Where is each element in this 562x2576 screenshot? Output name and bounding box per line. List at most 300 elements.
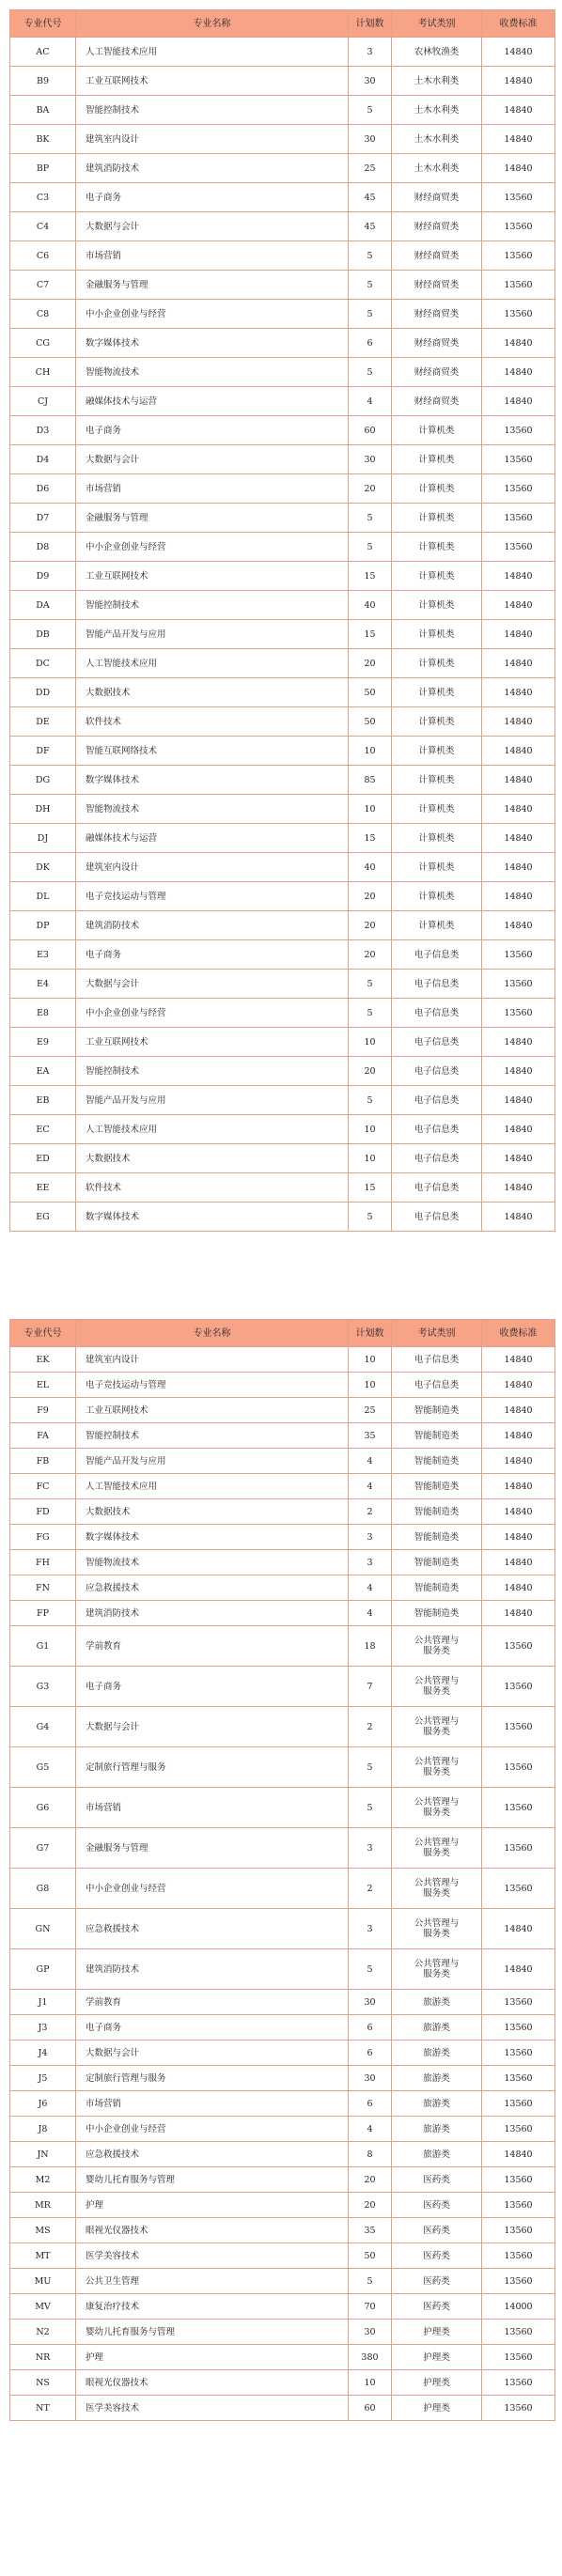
cell-fee: 14840	[482, 2142, 555, 2167]
header-count: 计划数	[349, 10, 392, 38]
cell-code: C7	[10, 271, 76, 300]
cell-fee: 13560	[482, 2015, 555, 2041]
cell-name: 大数据与会计	[76, 445, 349, 474]
cell-code: D3	[10, 416, 76, 445]
cell-category: 旅游类	[392, 2066, 482, 2091]
cell-code: J3	[10, 2015, 76, 2041]
cell-code: J4	[10, 2041, 76, 2066]
cell-code: FG	[10, 1525, 76, 1550]
cell-name: 建筑室内设计	[76, 853, 349, 882]
cell-count: 3	[349, 1525, 392, 1550]
cell-fee: 14840	[482, 1449, 555, 1474]
cell-code: E3	[10, 940, 76, 970]
table-row	[10, 2370, 555, 2396]
table-row	[10, 1747, 555, 1788]
cell-name: 应急救援技术	[76, 1575, 349, 1601]
cell-name: 金融服务与管理	[76, 504, 349, 533]
cell-name: 市场营销	[76, 241, 349, 271]
cell-category: 护理类	[392, 2370, 482, 2396]
cell-fee: 13560	[482, 1707, 555, 1747]
cell-fee: 13560	[482, 940, 555, 970]
cell-count: 10	[349, 2370, 392, 2396]
cell-name: 电子商务	[76, 416, 349, 445]
cell-code: DH	[10, 795, 76, 824]
cell-fee: 14840	[482, 67, 555, 96]
cell-code: FD	[10, 1499, 76, 1525]
table-row	[10, 2015, 555, 2041]
table-row	[10, 2345, 555, 2370]
table-row	[10, 533, 555, 562]
cell-name: 应急救援技术	[76, 1909, 349, 1949]
table-row	[10, 300, 555, 329]
cell-count: 5	[349, 1086, 392, 1115]
cell-name: 定制旅行管理与服务	[76, 2066, 349, 2091]
cell-fee: 14840	[482, 1347, 555, 1373]
cell-code: G8	[10, 1869, 76, 1909]
cell-fee: 14840	[482, 1203, 555, 1232]
table-row	[10, 1028, 555, 1057]
cell-fee: 13560	[482, 2091, 555, 2117]
cell-code: DJ	[10, 824, 76, 853]
table-row	[10, 1474, 555, 1499]
cell-code: EK	[10, 1347, 76, 1373]
cell-count: 3	[349, 1828, 392, 1869]
table-row	[10, 2294, 555, 2320]
cell-category: 医药类	[392, 2218, 482, 2243]
cell-count: 5	[349, 2269, 392, 2294]
table-row	[10, 1869, 555, 1909]
cell-category: 土木水利类	[392, 154, 482, 183]
cell-name: 智能产品开发与应用	[76, 1449, 349, 1474]
cell-code: DB	[10, 620, 76, 649]
table-row	[10, 212, 555, 241]
cell-code: ED	[10, 1144, 76, 1173]
cell-name: 大数据技术	[76, 1144, 349, 1173]
cell-count: 35	[349, 1423, 392, 1449]
header-code: 专业代号	[10, 1320, 76, 1347]
cell-count: 2	[349, 1707, 392, 1747]
cell-category: 计算机类	[392, 707, 482, 737]
table-row	[10, 1203, 555, 1232]
cell-code: J6	[10, 2091, 76, 2117]
cell-name: 数字媒体技术	[76, 1525, 349, 1550]
cell-name: 建筑室内设计	[76, 125, 349, 154]
cell-count: 5	[349, 1203, 392, 1232]
cell-category: 公共管理与 服务类	[392, 1788, 482, 1828]
cell-category: 智能制造类	[392, 1499, 482, 1525]
table-row	[10, 504, 555, 533]
cell-count: 4	[349, 1601, 392, 1626]
cell-name: 人工智能技术应用	[76, 38, 349, 67]
cell-code: C3	[10, 183, 76, 212]
cell-name: 工业互联网技术	[76, 67, 349, 96]
cell-name: 学前教育	[76, 1990, 349, 2015]
cell-category: 财经商贸类	[392, 241, 482, 271]
table-row	[10, 1909, 555, 1949]
cell-code: J8	[10, 2117, 76, 2142]
cell-category: 计算机类	[392, 678, 482, 707]
table-header-row	[10, 10, 555, 38]
table-row	[10, 358, 555, 387]
table-row	[10, 2218, 555, 2243]
cell-name: 学前教育	[76, 1626, 349, 1667]
header-category: 考试类别	[392, 10, 482, 38]
cell-count: 35	[349, 2218, 392, 2243]
cell-count: 5	[349, 96, 392, 125]
cell-count: 10	[349, 1144, 392, 1173]
cell-code: G5	[10, 1747, 76, 1788]
cell-name: 大数据与会计	[76, 212, 349, 241]
cell-count: 6	[349, 2091, 392, 2117]
cell-count: 60	[349, 2396, 392, 2421]
cell-code: MU	[10, 2269, 76, 2294]
cell-name: 智能互联网络技术	[76, 737, 349, 766]
cell-category: 土木水利类	[392, 96, 482, 125]
cell-count: 15	[349, 1173, 392, 1203]
cell-count: 6	[349, 2041, 392, 2066]
table-row	[10, 271, 555, 300]
cell-fee: 14840	[482, 1028, 555, 1057]
cell-count: 85	[349, 766, 392, 795]
cell-fee: 13560	[482, 504, 555, 533]
cell-count: 4	[349, 1449, 392, 1474]
cell-category: 智能制造类	[392, 1398, 482, 1423]
cell-count: 20	[349, 474, 392, 504]
cell-name: 建筑室内设计	[76, 1347, 349, 1373]
cell-name: 定制旅行管理与服务	[76, 1747, 349, 1788]
cell-fee: 13560	[482, 2117, 555, 2142]
cell-fee: 13560	[482, 2066, 555, 2091]
header-name: 专业名称	[76, 10, 349, 38]
cell-category: 护理类	[392, 2320, 482, 2345]
table-row	[10, 562, 555, 591]
cell-name: 建筑消防技术	[76, 1601, 349, 1626]
cell-name: 数字媒体技术	[76, 766, 349, 795]
cell-count: 50	[349, 678, 392, 707]
cell-name: 智能物流技术	[76, 358, 349, 387]
cell-count: 4	[349, 387, 392, 416]
cell-name: 智能控制技术	[76, 96, 349, 125]
table-row	[10, 2243, 555, 2269]
cell-code: D4	[10, 445, 76, 474]
cell-name: 大数据与会计	[76, 2041, 349, 2066]
enrollment-table-1	[9, 9, 555, 1232]
table-row	[10, 1373, 555, 1398]
cell-count: 5	[349, 533, 392, 562]
table-row	[10, 2117, 555, 2142]
cell-name: 康复治疗技术	[76, 2294, 349, 2320]
cell-category: 电子信息类	[392, 1115, 482, 1144]
cell-code: C8	[10, 300, 76, 329]
cell-count: 45	[349, 212, 392, 241]
cell-name: 软件技术	[76, 707, 349, 737]
cell-count: 2	[349, 1499, 392, 1525]
cell-fee: 13560	[482, 1626, 555, 1667]
cell-code: BK	[10, 125, 76, 154]
cell-fee: 13560	[482, 2218, 555, 2243]
table-row	[10, 445, 555, 474]
cell-code: MR	[10, 2193, 76, 2218]
cell-count: 60	[349, 416, 392, 445]
cell-code: GN	[10, 1909, 76, 1949]
cell-code: BP	[10, 154, 76, 183]
cell-fee: 13560	[482, 2243, 555, 2269]
cell-name: 智能控制技术	[76, 1423, 349, 1449]
cell-fee: 14840	[482, 649, 555, 678]
cell-code: EG	[10, 1203, 76, 1232]
cell-count: 20	[349, 882, 392, 911]
table-row	[10, 1667, 555, 1707]
cell-code: G3	[10, 1667, 76, 1707]
cell-name: 中小企业创业与经营	[76, 533, 349, 562]
table-row	[10, 1449, 555, 1474]
cell-count: 6	[349, 2015, 392, 2041]
cell-fee: 13560	[482, 271, 555, 300]
cell-name: 人工智能技术应用	[76, 1474, 349, 1499]
cell-count: 15	[349, 824, 392, 853]
cell-fee: 14840	[482, 766, 555, 795]
cell-fee: 14840	[482, 1601, 555, 1626]
table-row	[10, 1144, 555, 1173]
cell-fee: 13560	[482, 1828, 555, 1869]
cell-count: 18	[349, 1626, 392, 1667]
cell-name: 市场营销	[76, 474, 349, 504]
cell-name: 工业互联网技术	[76, 1398, 349, 1423]
cell-fee: 14840	[482, 1474, 555, 1499]
cell-code: DL	[10, 882, 76, 911]
cell-category: 电子信息类	[392, 970, 482, 999]
cell-name: 软件技术	[76, 1173, 349, 1203]
cell-name: 应急救援技术	[76, 2142, 349, 2167]
cell-name: 市场营销	[76, 1788, 349, 1828]
header-code: 专业代号	[10, 10, 76, 38]
cell-count: 380	[349, 2345, 392, 2370]
cell-code: D9	[10, 562, 76, 591]
cell-category: 旅游类	[392, 2091, 482, 2117]
cell-fee: 13560	[482, 970, 555, 999]
cell-category: 医药类	[392, 2167, 482, 2193]
cell-category: 医药类	[392, 2193, 482, 2218]
cell-category: 计算机类	[392, 591, 482, 620]
cell-category: 电子信息类	[392, 1086, 482, 1115]
table-row	[10, 38, 555, 67]
cell-category: 财经商贸类	[392, 387, 482, 416]
cell-code: M2	[10, 2167, 76, 2193]
cell-fee: 13560	[482, 474, 555, 504]
cell-code: EL	[10, 1373, 76, 1398]
cell-count: 5	[349, 241, 392, 271]
cell-fee: 14840	[482, 882, 555, 911]
cell-category: 计算机类	[392, 882, 482, 911]
cell-count: 20	[349, 2167, 392, 2193]
table-row	[10, 1788, 555, 1828]
cell-name: 大数据与会计	[76, 970, 349, 999]
table-row	[10, 591, 555, 620]
cell-count: 40	[349, 853, 392, 882]
cell-name: 人工智能技术应用	[76, 649, 349, 678]
table-row	[10, 2193, 555, 2218]
cell-category: 医药类	[392, 2294, 482, 2320]
cell-code: DG	[10, 766, 76, 795]
cell-name: 婴幼儿托育服务与管理	[76, 2167, 349, 2193]
cell-category: 电子信息类	[392, 1173, 482, 1203]
table-row	[10, 154, 555, 183]
cell-code: EB	[10, 1086, 76, 1115]
cell-name: 中小企业创业与经营	[76, 999, 349, 1028]
cell-name: 建筑消防技术	[76, 1949, 349, 1990]
table-row	[10, 707, 555, 737]
cell-category: 公共管理与 服务类	[392, 1869, 482, 1909]
cell-fee: 14840	[482, 1575, 555, 1601]
cell-code: E4	[10, 970, 76, 999]
cell-code: J1	[10, 1990, 76, 2015]
cell-count: 10	[349, 1115, 392, 1144]
cell-count: 20	[349, 1057, 392, 1086]
cell-name: 智能控制技术	[76, 591, 349, 620]
cell-code: FH	[10, 1550, 76, 1575]
cell-category: 电子信息类	[392, 940, 482, 970]
cell-name: 电子竞技运动与管理	[76, 882, 349, 911]
cell-category: 计算机类	[392, 504, 482, 533]
table-row	[10, 96, 555, 125]
cell-category: 计算机类	[392, 562, 482, 591]
cell-fee: 14840	[482, 358, 555, 387]
table-row	[10, 1398, 555, 1423]
cell-name: 医学美容技术	[76, 2243, 349, 2269]
cell-name: 金融服务与管理	[76, 1828, 349, 1869]
cell-fee: 14840	[482, 1373, 555, 1398]
table-row	[10, 387, 555, 416]
table-row	[10, 1601, 555, 1626]
cell-code: DD	[10, 678, 76, 707]
cell-count: 20	[349, 911, 392, 940]
cell-fee: 13560	[482, 445, 555, 474]
table-row	[10, 1575, 555, 1601]
cell-fee: 14840	[482, 125, 555, 154]
cell-fee: 13560	[482, 1990, 555, 2015]
cell-category: 旅游类	[392, 2041, 482, 2066]
cell-category: 财经商贸类	[392, 212, 482, 241]
cell-count: 3	[349, 1909, 392, 1949]
cell-category: 计算机类	[392, 795, 482, 824]
cell-category: 计算机类	[392, 533, 482, 562]
cell-category: 电子信息类	[392, 1057, 482, 1086]
cell-count: 5	[349, 970, 392, 999]
cell-category: 电子信息类	[392, 1347, 482, 1373]
cell-fee: 13560	[482, 2193, 555, 2218]
header-name: 专业名称	[76, 1320, 349, 1347]
cell-fee: 13560	[482, 1788, 555, 1828]
table-row	[10, 2167, 555, 2193]
cell-fee: 14840	[482, 96, 555, 125]
cell-count: 10	[349, 795, 392, 824]
cell-category: 护理类	[392, 2345, 482, 2370]
cell-code: DC	[10, 649, 76, 678]
cell-count: 10	[349, 1028, 392, 1057]
cell-name: 电子商务	[76, 1667, 349, 1707]
cell-category: 计算机类	[392, 766, 482, 795]
cell-fee: 13560	[482, 2167, 555, 2193]
cell-name: 数字媒体技术	[76, 1203, 349, 1232]
cell-category: 智能制造类	[392, 1575, 482, 1601]
cell-fee: 13560	[482, 2320, 555, 2345]
cell-fee: 14840	[482, 1115, 555, 1144]
cell-count: 25	[349, 154, 392, 183]
cell-count: 15	[349, 620, 392, 649]
table-row	[10, 824, 555, 853]
cell-fee: 14840	[482, 1909, 555, 1949]
cell-category: 智能制造类	[392, 1525, 482, 1550]
cell-category: 计算机类	[392, 649, 482, 678]
cell-category: 公共管理与 服务类	[392, 1747, 482, 1788]
cell-code: E9	[10, 1028, 76, 1057]
cell-name: 大数据技术	[76, 1499, 349, 1525]
cell-category: 财经商贸类	[392, 329, 482, 358]
table-row	[10, 1525, 555, 1550]
cell-fee: 14840	[482, 1525, 555, 1550]
cell-category: 财经商贸类	[392, 358, 482, 387]
cell-fee: 14840	[482, 795, 555, 824]
cell-fee: 13560	[482, 212, 555, 241]
cell-count: 30	[349, 1990, 392, 2015]
cell-code: JN	[10, 2142, 76, 2167]
cell-name: 婴幼儿托育服务与管理	[76, 2320, 349, 2345]
cell-code: D8	[10, 533, 76, 562]
cell-name: 电子商务	[76, 2015, 349, 2041]
cell-code: E8	[10, 999, 76, 1028]
table-row	[10, 1949, 555, 1990]
header-count: 计划数	[349, 1320, 392, 1347]
table-row	[10, 882, 555, 911]
cell-fee: 14840	[482, 737, 555, 766]
cell-category: 旅游类	[392, 2117, 482, 2142]
table-row	[10, 2269, 555, 2294]
cell-category: 农林牧渔类	[392, 38, 482, 67]
cell-count: 8	[349, 2142, 392, 2167]
cell-category: 土木水利类	[392, 67, 482, 96]
cell-category: 公共管理与 服务类	[392, 1667, 482, 1707]
table-row	[10, 1347, 555, 1373]
table-row	[10, 2041, 555, 2066]
cell-code: B9	[10, 67, 76, 96]
cell-code: CJ	[10, 387, 76, 416]
table-row	[10, 474, 555, 504]
cell-name: 智能产品开发与应用	[76, 620, 349, 649]
cell-name: 中小企业创业与经营	[76, 2117, 349, 2142]
table-row	[10, 416, 555, 445]
cell-name: 市场营销	[76, 2091, 349, 2117]
cell-category: 旅游类	[392, 2142, 482, 2167]
cell-code: MS	[10, 2218, 76, 2243]
cell-name: 中小企业创业与经营	[76, 300, 349, 329]
cell-count: 50	[349, 707, 392, 737]
cell-code: DA	[10, 591, 76, 620]
table-row	[10, 1086, 555, 1115]
cell-fee: 14840	[482, 620, 555, 649]
cell-count: 40	[349, 591, 392, 620]
cell-count: 30	[349, 67, 392, 96]
cell-code: G7	[10, 1828, 76, 1869]
cell-category: 智能制造类	[392, 1423, 482, 1449]
cell-name: 数字媒体技术	[76, 329, 349, 358]
cell-count: 2	[349, 1869, 392, 1909]
cell-code: NR	[10, 2345, 76, 2370]
table-row	[10, 1990, 555, 2015]
table-row	[10, 67, 555, 96]
cell-code: G4	[10, 1707, 76, 1747]
cell-fee: 13560	[482, 2269, 555, 2294]
table-row	[10, 795, 555, 824]
